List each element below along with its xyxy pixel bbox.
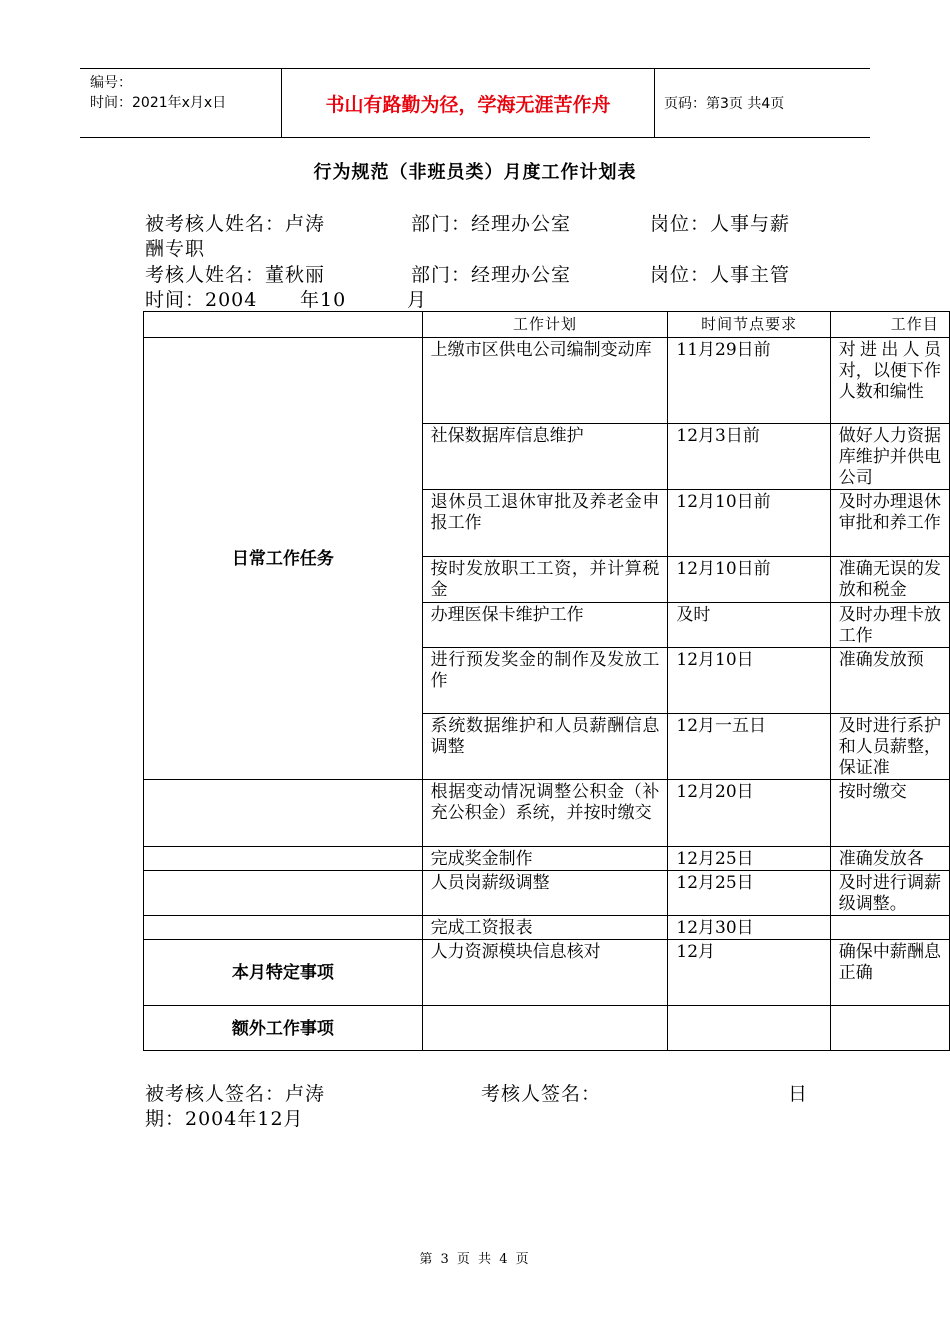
deadline-cell: 12月 bbox=[668, 940, 830, 1006]
time-label: 时间：2004 bbox=[145, 289, 258, 311]
plan-cell: 退休员工退休审批及养老金申报工作 bbox=[422, 490, 668, 557]
category-daily-tasks: 日常工作任务 bbox=[144, 338, 423, 780]
document-number-label: 编号： bbox=[90, 75, 132, 91]
category-extra-items: 额外工作事项 bbox=[144, 1006, 423, 1051]
signature-date-char: 日 bbox=[788, 1083, 809, 1105]
deadline-cell bbox=[668, 1006, 830, 1051]
deadline-cell: 12月30日 bbox=[668, 916, 830, 940]
table-header-row bbox=[144, 312, 950, 338]
work-plan-table bbox=[143, 311, 950, 1051]
assessee-department: 部门：经理办公室 bbox=[411, 213, 572, 235]
category-empty-cell bbox=[144, 780, 423, 847]
deadline-cell: 12月25日 bbox=[668, 847, 830, 871]
plan-cell: 按时发放职工工资，并计算税金 bbox=[422, 557, 668, 603]
deadline-cell: 11月29日前 bbox=[668, 338, 830, 424]
deadline-cell: 12月3日前 bbox=[668, 424, 830, 490]
table-row bbox=[144, 1006, 950, 1051]
deadline-cell: 12月10日 bbox=[668, 648, 830, 714]
header-deadline: 时间节点要求 bbox=[668, 312, 830, 338]
plan-cell: 完成工资报表 bbox=[422, 916, 668, 940]
category-special-items: 本月特定事项 bbox=[144, 940, 423, 1006]
target-cell: 按时缴交 bbox=[830, 780, 949, 847]
time-month: 月 bbox=[407, 289, 428, 311]
assessor-department: 部门：经理办公室 bbox=[411, 264, 572, 286]
header-target: 工作目 bbox=[830, 312, 949, 338]
table-row bbox=[144, 871, 950, 916]
table-row bbox=[144, 847, 950, 871]
page-footer: 第 3 页 共 4 页 bbox=[419, 1252, 531, 1267]
category-empty-cell bbox=[144, 871, 423, 916]
plan-cell: 进行预发奖金的制作及发放工作 bbox=[422, 648, 668, 714]
plan-cell: 系统数据维护和人员薪酬信息调整 bbox=[422, 714, 668, 780]
plan-cell: 办理医保卡维护工作 bbox=[422, 603, 668, 648]
table-row bbox=[144, 940, 950, 1006]
assessee-post: 岗位：人事与薪 bbox=[650, 213, 791, 235]
header-motto: 书山有路勤为径，学海无涯苦作舟 bbox=[282, 69, 655, 137]
header-meta bbox=[80, 69, 282, 137]
target-cell: 及时办理退休审批和养工作 bbox=[830, 490, 949, 557]
table-row bbox=[144, 338, 950, 424]
assessor-name: 考核人姓名：董秋丽 bbox=[145, 264, 326, 286]
assessor-signature: 考核人签名： bbox=[481, 1083, 602, 1105]
plan-cell: 根据变动情况调整公积金（补充公积金）系统，并按时缴交 bbox=[422, 780, 668, 847]
target-cell: 准确发放各 bbox=[830, 847, 949, 871]
document-header bbox=[80, 68, 870, 138]
plan-cell bbox=[422, 1006, 668, 1051]
target-cell: 对进出人员对，以便下作人数和编性 bbox=[830, 338, 949, 424]
deadline-cell: 及时 bbox=[668, 603, 830, 648]
plan-cell: 上缴市区供电公司编制变动库 bbox=[422, 338, 668, 424]
target-cell: 及时进行系护和人员薪整，保证准 bbox=[830, 714, 949, 780]
page-title: 行为规范（非班员类）月度工作计划表 bbox=[313, 162, 637, 183]
table-row bbox=[144, 780, 950, 847]
target-cell: 准确无误的发放和税金 bbox=[830, 557, 949, 603]
target-cell: 确保中薪酬息正确 bbox=[830, 940, 949, 1006]
target-cell: 准确发放预 bbox=[830, 648, 949, 714]
assessor-post: 岗位：人事主管 bbox=[650, 264, 791, 286]
plan-cell: 人员岗薪级调整 bbox=[422, 871, 668, 916]
table-row bbox=[144, 916, 950, 940]
plan-cell: 完成奖金制作 bbox=[422, 847, 668, 871]
deadline-cell: 12月25日 bbox=[668, 871, 830, 916]
document-date-label: 时间：2021年x月x日 bbox=[90, 95, 227, 111]
deadline-cell: 12月一五日 bbox=[668, 714, 830, 780]
deadline-cell: 12月10日前 bbox=[668, 557, 830, 603]
header-work-plan: 工作计划 bbox=[422, 312, 668, 338]
signature-date: 期：2004年12月 bbox=[145, 1108, 304, 1130]
target-cell bbox=[830, 916, 949, 940]
assessee-signature: 被考核人签名：卢涛 bbox=[145, 1083, 326, 1105]
target-cell bbox=[830, 1006, 949, 1051]
target-cell: 及时进行调薪级调整。 bbox=[830, 871, 949, 916]
deadline-cell: 12月10日前 bbox=[668, 490, 830, 557]
assessee-post-line2: 酬专职 bbox=[145, 238, 206, 260]
assessee-name: 被考核人姓名：卢涛 bbox=[145, 213, 326, 235]
category-empty-cell bbox=[144, 916, 423, 940]
target-cell: 做好人力资据库维护并供电公司 bbox=[830, 424, 949, 490]
plan-cell: 社保数据库信息维护 bbox=[422, 424, 668, 490]
header-category bbox=[144, 312, 423, 338]
deadline-cell: 12月20日 bbox=[668, 780, 830, 847]
target-cell: 及时办理卡放工作 bbox=[830, 603, 949, 648]
plan-cell: 人力资源模块信息核对 bbox=[422, 940, 668, 1006]
category-empty-cell bbox=[144, 847, 423, 871]
header-page-label: 页码：第3页 共4页 bbox=[664, 96, 785, 112]
time-year: 年10 bbox=[300, 289, 347, 311]
